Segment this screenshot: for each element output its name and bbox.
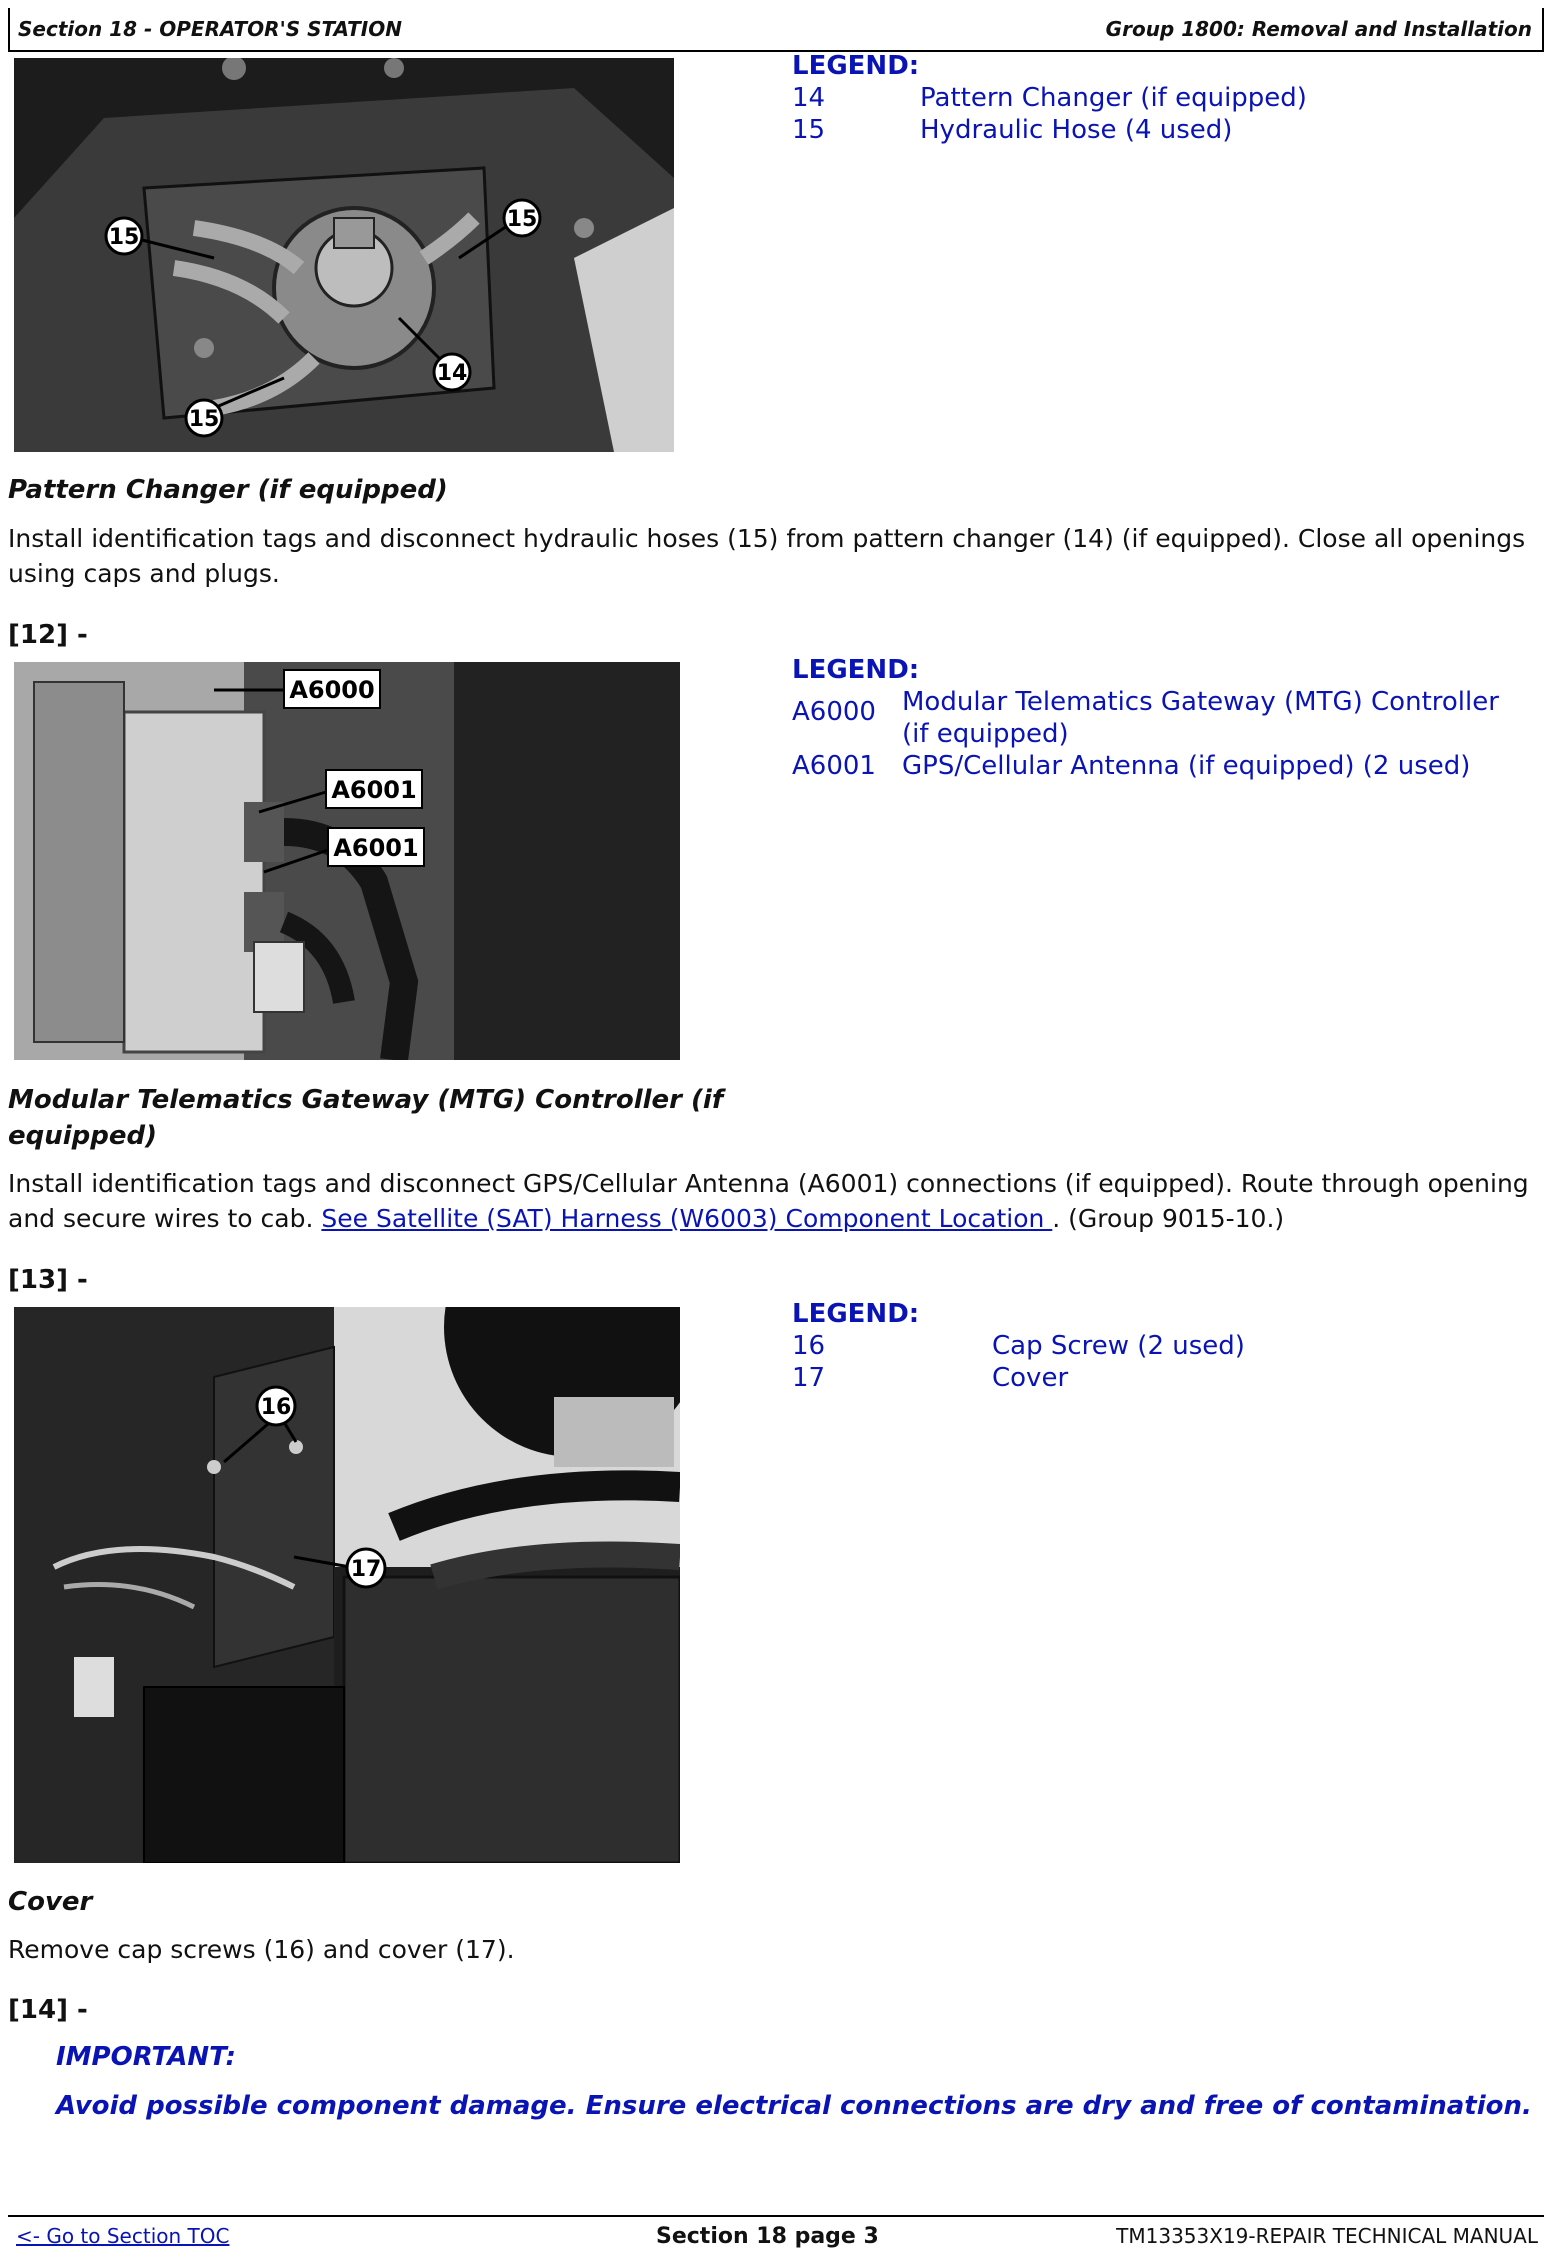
caption-cover: Cover: [8, 1887, 93, 1917]
legend-title: LEGEND:: [792, 1299, 920, 1329]
legend-mtg-controller: [792, 654, 1532, 782]
svg-text:A6001: A6001: [333, 834, 419, 862]
legend-code: 16: [792, 1331, 826, 1361]
group-title: Group 1800: Removal and Installation: [1105, 17, 1532, 41]
legend-text: Hydraulic Hose (4 used): [920, 115, 1233, 145]
legend-cover: [792, 1298, 1532, 1394]
paragraph-mtg-controller: [8, 1166, 1538, 1236]
legend-row: [792, 1362, 1532, 1394]
page-number: Section 18 page 3: [656, 2224, 879, 2249]
legend-row: [792, 686, 1532, 750]
legend-pattern-changer: [792, 50, 1532, 146]
legend-code: 15: [792, 115, 826, 145]
step-14-label: [14] -: [8, 1995, 88, 2025]
paragraph-tail: . (Group 9015-10.): [1052, 1204, 1285, 1233]
legend-title: LEGEND:: [792, 655, 920, 685]
manual-title: TM13353X19-REPAIR TECHNICAL MANUAL: [1116, 2224, 1538, 2248]
footer-divider: [8, 2215, 1544, 2217]
svg-text:A6000: A6000: [289, 676, 375, 704]
page-header: [8, 8, 1544, 52]
paragraph-pattern-changer: Install identification tags and disconnect hydraulic hoses (15) from pattern changer (14) (if equipped). Close all openings using caps and plugs.: [8, 524, 1526, 588]
legend-row: [792, 1330, 1532, 1362]
mtg-controller-photo: [14, 662, 680, 1060]
caption-pattern-changer: Pattern Changer (if equipped): [8, 475, 448, 505]
section-toc-link[interactable]: <- Go to Section TOC: [16, 2224, 230, 2248]
step-13-label: [13] -: [8, 1265, 88, 1295]
legend-code: 14: [792, 83, 826, 113]
svg-text:15: 15: [506, 207, 538, 232]
caption-mtg-controller: [8, 1082, 723, 1154]
svg-text:A6001: A6001: [331, 776, 417, 804]
caption-line: Modular Telematics Gateway (MTG) Controller (if: [8, 1085, 724, 1115]
caption-line: equipped): [8, 1121, 158, 1151]
svg-text:15: 15: [188, 407, 220, 432]
svg-text:14: 14: [436, 361, 468, 386]
legend-code: A6000: [792, 697, 876, 727]
pattern-changer-photo: [14, 58, 674, 452]
legend-text: Cap Screw (2 used): [992, 1331, 1245, 1361]
legend-row: [792, 750, 1532, 782]
legend-text: Cover: [992, 1363, 1069, 1393]
legend-text: Modular Telematics Gateway (MTG) Controller (if equipped): [902, 687, 1499, 749]
legend-text: Pattern Changer (if equipped): [920, 83, 1307, 113]
section-title: Section 18 - OPERATOR'S STATION: [18, 17, 402, 41]
svg-text:16: 16: [260, 1395, 292, 1420]
legend-code: A6001: [792, 751, 876, 781]
legend-title: LEGEND:: [792, 51, 920, 81]
satellite-harness-link[interactable]: See Satellite (SAT) Harness (W6003) Component Location: [321, 1204, 1053, 1233]
important-text: Avoid possible component damage. Ensure electrical connections are dry and free of contamination.: [56, 2091, 1532, 2121]
legend-row: [792, 82, 1532, 114]
svg-text:17: 17: [350, 1557, 382, 1582]
legend-code: 17: [792, 1363, 826, 1393]
paragraph-text: Install identification tags and disconnect GPS/Cellular Antenna (A6001) connections (if equipped). Route through opening and secure wires to cab.: [8, 1169, 1529, 1233]
important-title: IMPORTANT:: [56, 2042, 236, 2072]
cover-photo: [14, 1307, 680, 1863]
paragraph-cover: Remove cap screws (16) and cover (17).: [8, 1935, 515, 1964]
legend-row: [792, 114, 1532, 146]
legend-text: GPS/Cellular Antenna (if equipped) (2 used): [902, 751, 1471, 781]
svg-text:15: 15: [108, 225, 140, 250]
step-12-label: [12] -: [8, 620, 88, 650]
